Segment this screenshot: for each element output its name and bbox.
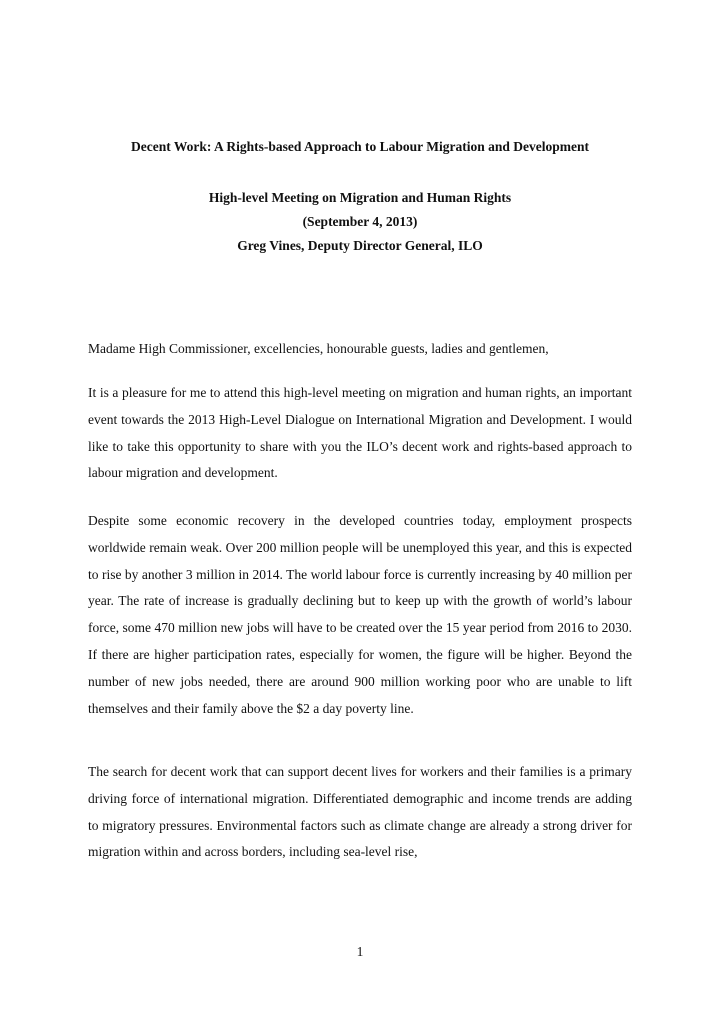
- paragraph: It is a pleasure for me to attend this high-level meeting on migration and human rights, an important event towards the 2013 High-Level Dialogue on International Migration and Development. I would like to take this opportunity to share with you the ILO’s decent work and rights-based approach to labour migration and development.: [88, 385, 632, 481]
- meeting-name: High-level Meeting on Migration and Human Rights: [208, 190, 512, 205]
- salutation: Madame High Commissioner, excellencies, honourable guests, ladies and gentlemen,: [88, 341, 549, 356]
- page-number: 1: [356, 944, 364, 959]
- meeting-date: (September 4, 2013): [302, 214, 418, 229]
- speaker-line: Greg Vines, Deputy Director General, ILO: [237, 238, 483, 253]
- paragraph: Despite some economic recovery in the developed countries today, employment prospects worldwide remain weak. Over 200 million people will be unemployed this year, and this is expected to rise by another 3 million in 2014. The world labour force is currently increasing by 40 million per year. The rate of increase is gradually declining but to keep up with the growth of world’s labour force, some 470 million new jobs will have to be created over the 15 year period from 2016 to 2030. If there are higher participation rates, especially for women, the figure will be higher. Beyond the number of new jobs needed, there are around 900 million working poor who are unable to lift themselves and their family above the $2 a day poverty line.: [88, 513, 632, 716]
- document-title: Decent Work: A Rights-based Approach to Labour Migration and Development: [131, 139, 589, 154]
- paragraph: The search for decent work that can support decent lives for workers and their families is a primary driving force of international migration. Differentiated demographic and income trends are adding to migratory pressures. Environmental factors such as climate change are already a strong driver for migration within and across borders, including sea-level rise,: [88, 764, 632, 860]
